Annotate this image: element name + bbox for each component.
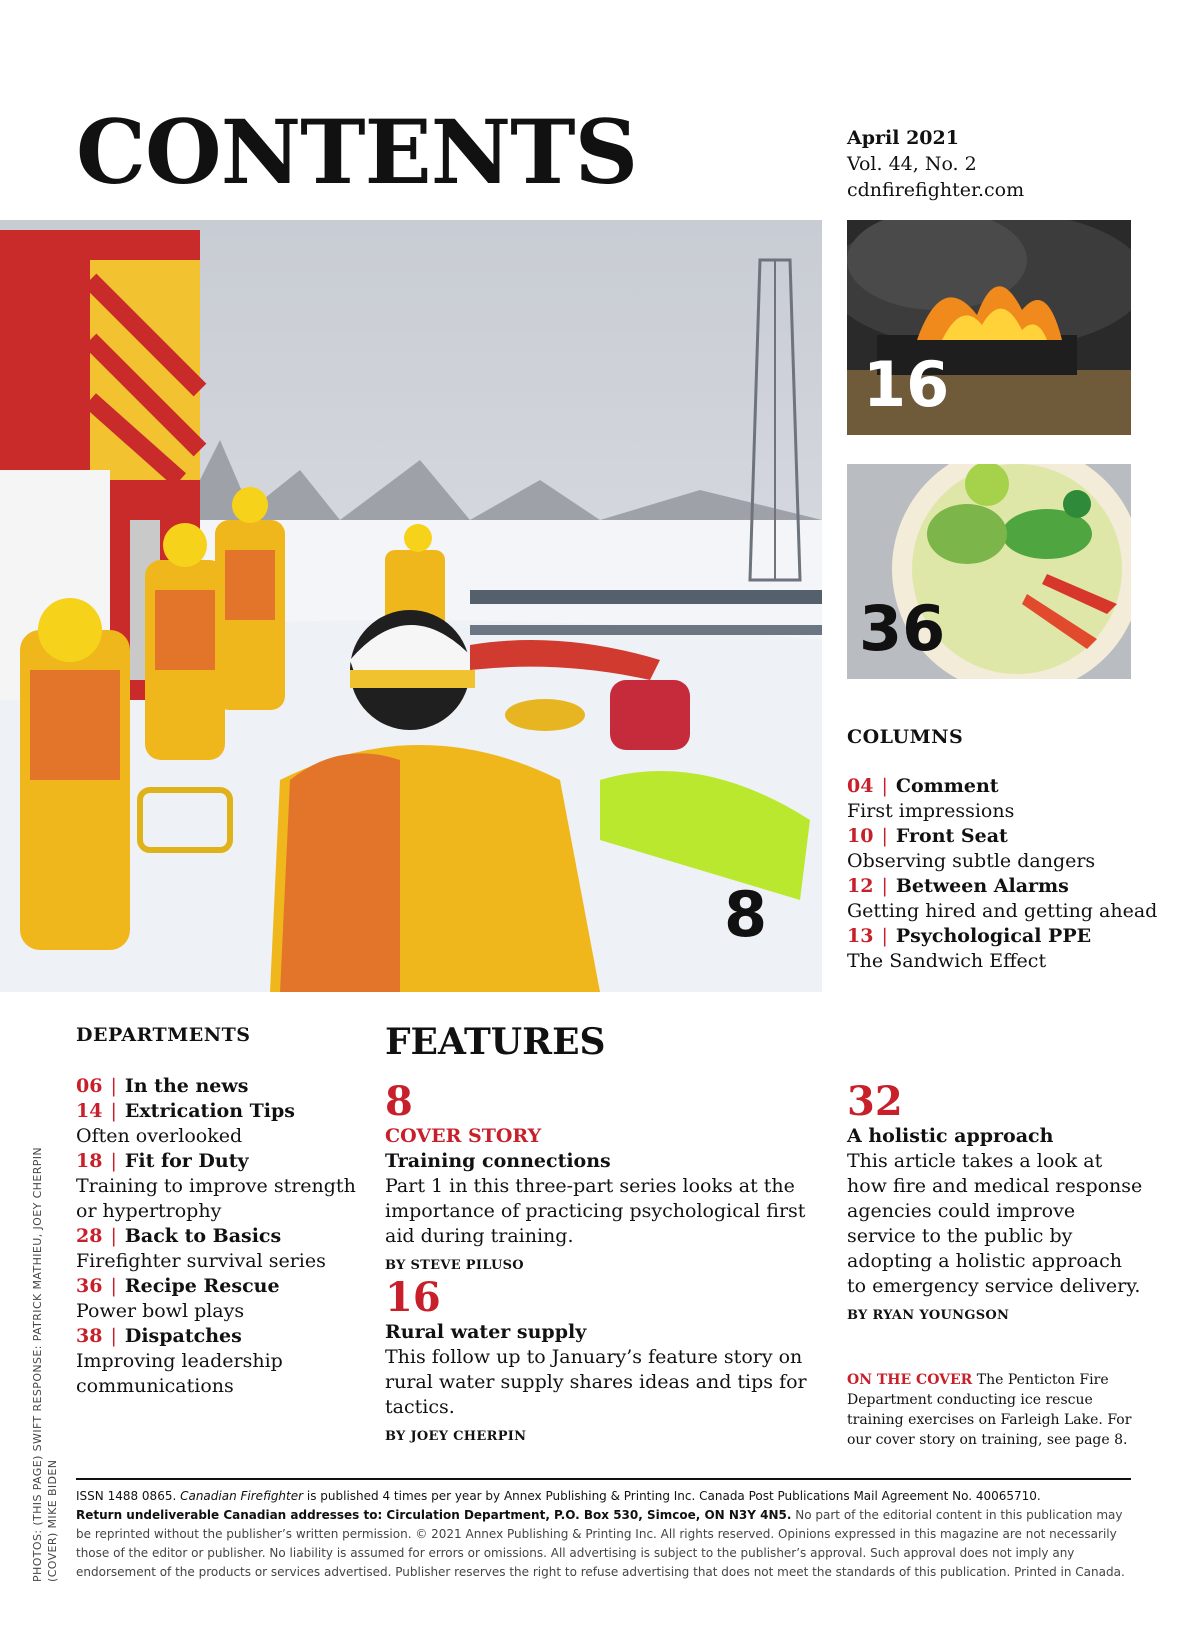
fire-page-number: 16 [863,348,950,421]
house-fire-photo [847,220,1131,435]
feature-byline: BY RYAN YOUNGSON [847,1308,1010,1323]
footer-issn-line: ISSN 1488 0865. Canadian Firefighter is published 4 times per year by Annex Publishing & Printing Inc. Canada Post Publications Mail Agreement No. 40065710. [76,1489,1041,1503]
salad-bowl-photo [847,464,1131,679]
column-name: Psychological PPE [895,925,1092,947]
on-the-cover-text: The Penticton Fire Department conducting ice rescue training exercises on Farleigh Lake. For our cover story on training, see page 8. [847,1372,1132,1448]
feature-page: 32 [847,1078,903,1125]
department-name: Fit for Duty [124,1150,249,1172]
features-heading: FEATURES [385,1021,606,1063]
cover-page-number: 8 [724,878,768,951]
department-page: 28 [76,1225,103,1247]
department-name: In the news [124,1075,249,1097]
issue-date: April 2021 [847,127,959,149]
on-the-cover [847,1370,1137,1450]
column-item[interactable]: 10 | Front Seat [847,825,1008,847]
column-name: Comment [895,775,999,797]
feature-desc: This article takes a look at how fire and medical response agencies could improve service to the public by adopting a holistic approach to emergency service delivery. [847,1150,1143,1297]
department-name: Dispatches [124,1325,242,1347]
feature-page: 8 [385,1078,413,1125]
department-item[interactable]: 06 | In the news [76,1075,249,1097]
cover-photo [0,220,822,992]
department-name: Extrication Tips [124,1100,295,1122]
department-page: 36 [76,1275,103,1297]
column-page: 13 [847,925,874,947]
credits-line-1: PHOTOS: (THIS PAGE) SWIFT RESPONSE: PATRICK MATHIEU, JOEY CHERPIN [31,1146,44,1582]
column-item[interactable]: 04 | Comment [847,775,999,797]
departments-list [76,1074,366,1399]
department-page: 06 [76,1075,103,1097]
column-page: 10 [847,825,874,847]
column-page: 04 [847,775,874,797]
department-name: Back to Basics [124,1225,282,1247]
column-desc: Observing subtle dangers [847,850,1096,872]
feature-title: A holistic approach [847,1125,1054,1147]
departments-heading: DEPARTMENTS [76,1024,251,1046]
page-title: CONTENTS [76,100,638,204]
feature-label: COVER STORY [385,1125,542,1147]
issue-volume: Vol. 44, No. 2 [847,153,977,175]
column-page: 12 [847,875,874,897]
footer-return-address: Return undeliverable Canadian addresses to: Circulation Department, P.O. Box 530, Simcoe, ON N3Y 4N5. [76,1508,792,1522]
feature-page: 16 [385,1274,441,1321]
department-item[interactable]: 28 | Back to Basics [76,1225,282,1247]
department-page: 38 [76,1325,103,1347]
department-page: 14 [76,1100,103,1122]
department-item[interactable]: 14 | Extrication Tips [76,1100,295,1122]
column-desc: First impressions [847,800,1015,822]
department-item[interactable]: 36 | Recipe Rescue [76,1275,280,1297]
department-item[interactable]: 18 | Fit for Duty [76,1150,249,1172]
feature-byline: BY JOEY CHERPIN [385,1429,527,1444]
feature-item[interactable] [385,1276,825,1449]
website-link[interactable]: cdnfirefighter.com [847,179,1025,201]
column-desc: Getting hired and getting ahead [847,900,1158,922]
recipe-page-number: 36 [859,592,946,665]
department-desc: Power bowl plays [76,1300,245,1322]
feature-byline: BY STEVE PILUSO [385,1258,524,1273]
publication-name: Canadian Firefighter [180,1489,304,1503]
feature-title: Training connections [385,1150,611,1172]
department-desc: Often overlooked [76,1125,243,1147]
department-desc: Improving leadership communications [76,1350,283,1397]
publication-footer [76,1487,1131,1582]
department-desc: Training to improve strength or hypertrophy [76,1175,356,1222]
department-item[interactable]: 38 | Dispatches [76,1325,242,1347]
column-item[interactable]: 12 | Between Alarms [847,875,1069,897]
feature-item[interactable] [385,1080,825,1278]
columns-list [847,774,1187,974]
feature-desc: This follow up to January’s feature story on rural water supply shares ideas and tips for tactics. [385,1346,807,1418]
feature-item[interactable] [847,1080,1147,1328]
on-the-cover-label: ON THE COVER [847,1372,973,1388]
columns-heading: COLUMNS [847,726,964,748]
department-name: Recipe Rescue [124,1275,280,1297]
photo-credits [30,1102,60,1582]
column-item[interactable]: 13 | Psychological PPE [847,925,1092,947]
feature-desc: Part 1 in this three-part series looks at the importance of practicing psychological first aid during training. [385,1175,806,1247]
footer-disclaimer: No part of the editorial content in this publication may be reprinted without the publisher’s written permission. © 2021 Annex Publishing & Printing Inc. All rights reserved. Opinions expressed in this magazine are not necessarily those of the editor or publisher. No liability is assumed for errors or omissions. All advertising is subject to the publisher’s approval. Such approval does not imply any endorsement of the products or services advertised. Publisher reserves the right to refuse advertising that does not meet the standards of this publication. Printed in Canada. [76,1508,1125,1579]
column-name: Front Seat [895,825,1008,847]
department-desc: Firefighter survival series [76,1250,326,1272]
credits-line-2: (COVER) MIKE BIDEN [46,1459,59,1582]
column-name: Between Alarms [895,875,1069,897]
column-desc: The Sandwich Effect [847,950,1047,972]
department-page: 18 [76,1150,103,1172]
issue-info [847,125,1024,203]
feature-title: Rural water supply [385,1321,587,1343]
footer-divider [76,1478,1131,1480]
